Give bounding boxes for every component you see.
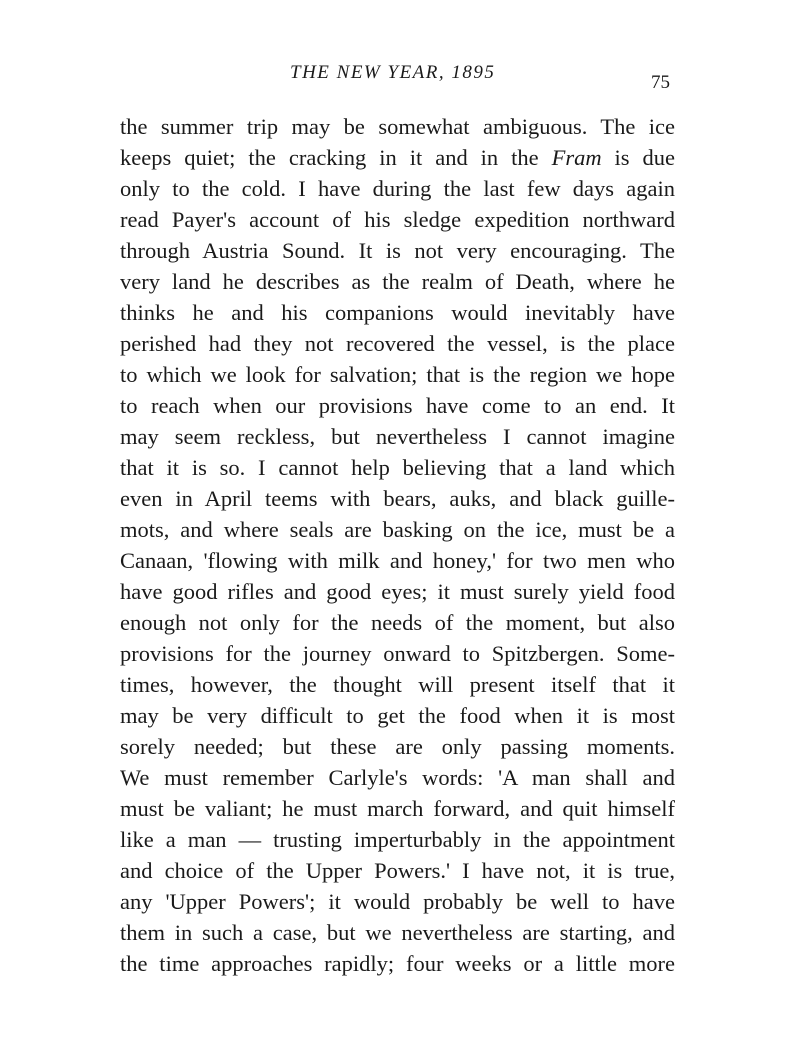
text-line: to which we look for salvation; that is the region we hope — [120, 362, 675, 387]
text-line: may be very difficult to get the food when it is most — [120, 703, 675, 728]
text-line: any 'Upper Powers'; it would probably be well to have — [120, 889, 675, 914]
text-line: Canaan, 'flowing with milk and honey,' for two men who — [120, 548, 675, 573]
text-line: We must remember Carlyle's words: 'A man shall and — [120, 765, 675, 790]
running-head: THE NEW YEAR, 1895 — [290, 62, 496, 83]
text-line: must be valiant; he must march forward, and quit himself — [120, 796, 675, 821]
text-line: mots, and where seals are basking on the ice, must be a — [120, 517, 675, 542]
text-line: the summer trip may be somewhat ambiguous. The ice — [120, 114, 675, 139]
text-segment: is due — [601, 145, 675, 170]
text-line: and choice of the Upper Powers.' I have not, it is true, — [120, 858, 675, 883]
text-line: read Payer's account of his sledge expedition northward — [120, 207, 675, 232]
text-line: only to the cold. I have during the last few days again — [120, 176, 675, 201]
text-line: times, however, the thought will present itself that it — [120, 672, 675, 697]
text-line: thinks he and his companions would inevitably have — [120, 300, 675, 325]
text-line — [120, 144, 675, 172]
text-line: sorely needed; but these are only passing moments. — [120, 734, 675, 759]
text-line: even in April teems with bears, auks, and black guille- — [120, 486, 675, 511]
text-line: provisions for the journey onward to Spitzbergen. Some- — [120, 641, 675, 666]
page-number: 75 — [651, 72, 670, 93]
text-line: have good rifles and good eyes; it must surely yield food — [120, 579, 675, 604]
text-line: very land he describes as the realm of Death, where he — [120, 269, 675, 294]
text-line: perished had they not recovered the vessel, is the place — [120, 331, 675, 356]
text-line: the time approaches rapidly; four weeks or a little more — [120, 951, 675, 976]
text-line: to reach when our provisions have come to an end. It — [120, 393, 675, 418]
text-line: through Austria Sound. It is not very encouraging. The — [120, 238, 675, 263]
text-segment: keeps quiet; the cracking in it and in the — [120, 145, 552, 170]
text-line: like a man — trusting imperturbably in the appointment — [120, 827, 675, 852]
text-line: enough not only for the needs of the moment, but also — [120, 610, 675, 635]
ship-name-italic: Fram — [551, 145, 602, 170]
text-line: them in such a case, but we nevertheless are starting, and — [120, 920, 675, 945]
text-line: may seem reckless, but nevertheless I cannot imagine — [120, 424, 675, 449]
text-line: that it is so. I cannot help believing that a land which — [120, 455, 675, 480]
